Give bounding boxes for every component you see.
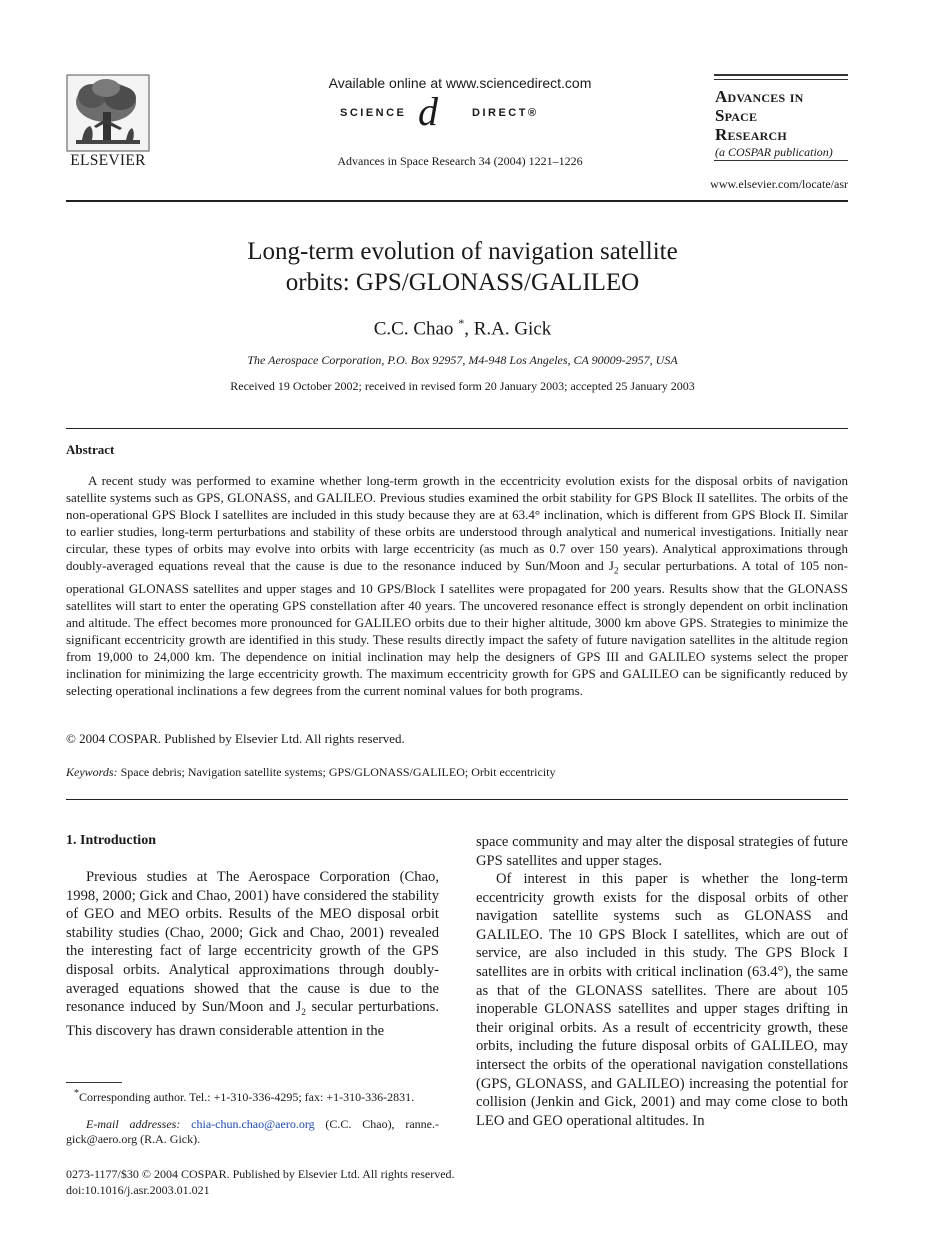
affiliation: The Aerospace Corporation, P.O. Box 92957, M4-948 Los Angeles, CA 90009-2957, USA [247, 353, 678, 367]
footnote-emails [66, 1117, 439, 1147]
journal-subtitle: (a COSPAR publication) [715, 145, 833, 159]
author-separator: , [464, 318, 474, 340]
received-dates: Received 19 October 2002; received in revised form 20 January 2003; accepted 25 January 2003 [230, 379, 695, 393]
intro-right-paragraph: Of interest in this paper is whether the long-term eccentricity growth exists for the disposal orbits of other navigation satellite systems such as GLONASS and GALILEO. The 10 GPS Block I satellites, which are out of service, are also included in this study. The GPS Block I satellites are in orbits with critical inclination (63.4°), the same as that of the GLONASS satellites. There are about 105 inoperable GLONASS satellites and upper stages drifting in their original orbits. As a result of eccentricity growth, these orbits, including the future disposal orbits of GALILEO, may intersect the orbits of the operational navigation constellations (GPS, GLONASS, and GALILEO) increasing the potential for collision (Jenkin and Gick, 2001) and may come close to both LEO and GEO operational altitudes. In [476, 871, 848, 1129]
email-label: E-mail addresses: [86, 1117, 181, 1131]
journal-logo [714, 74, 848, 164]
footnote-text: Corresponding author. Tel.: +1-310-336-4295; fax: +1-310-336-2831. [79, 1090, 415, 1104]
abstract-copyright: © 2004 COSPAR. Published by Elsevier Ltd. All rights reserved. [66, 731, 405, 746]
paragraph-part: secular perturbations. This discovery has drawn considerable attention in the [66, 999, 439, 1039]
journal-name-line: Space [715, 106, 758, 125]
title-line: Long-term evolution of navigation satellite [247, 238, 678, 265]
sciencedirect-d-mark: d [418, 89, 438, 134]
author-list [100, 316, 825, 340]
article-title [100, 236, 825, 298]
issn-line: 0273-1177/$30 © 2004 COSPAR. Published by Elsevier Ltd. All rights reserved. [66, 1167, 455, 1181]
footnote-mark: * [74, 1088, 79, 1099]
journal-logo-rule [714, 79, 848, 80]
elsevier-logo [66, 74, 150, 170]
doi-line[interactable]: doi:10.1016/j.asr.2003.01.021 [66, 1183, 210, 1197]
journal-reference: Advances in Space Research 34 (2004) 1221–1226 [337, 154, 583, 168]
journal-logo-rule [714, 74, 848, 76]
journal-name-line: Research [715, 125, 787, 144]
journal-url[interactable]: www.elsevier.com/locate/asr [710, 177, 848, 191]
abstract-part: secular perturbations. A total of 105 non-operational GLONASS satellites and upper stages and 10 GPS/Block I satellites were propagated for 200 years. Results show that the GLONASS satellites will start to enter the operating GPS constellation after 40 years. The uncovered resonance effect is strongly dependent on orbit inclination and altitude. The effect becomes more pronounced for GALILEO orbits due to their higher altitude, 3000 km above GPS. Strategies to minimize the significant eccentricity growth are identified in this study. These results directly impact the safety of future navigation satellites in the altitude region from 19,000 to 24,000 km. The dependence on initial inclination may help the designers of GPS III and GALILEO systems select the proper inclination for minimizing the large eccentricity growth. The maximum eccentricity growth for GPS and GALILEO can be significantly reduced by selecting operational inclinations a few degrees from the current nominal values for both programs. [66, 558, 848, 698]
publisher-name: ELSEVIER [70, 152, 146, 169]
journal-name [715, 87, 804, 144]
title-line: orbits: GPS/GLONASS/GALILEO [285, 269, 640, 296]
sciencedirect-left: SCIENCE [340, 107, 407, 119]
paragraph-subscript: 2 [301, 1007, 306, 1018]
sciencedirect-logo [300, 89, 620, 134]
keywords-list: Space debris; Navigation satellite systems; GPS/GLONASS/GALILEO; Orbit eccentricity [120, 765, 556, 779]
keywords [66, 765, 848, 780]
corresponding-author-mark[interactable]: * [458, 316, 465, 330]
intro-right-continuation: space community and may alter the disposal strategies of future GPS satellites and upper stages. [476, 834, 848, 869]
journal-name-line: Advances in [715, 87, 804, 106]
abstract-subscript: 2 [613, 565, 619, 576]
abstract-part: A recent study was performed to examine whether long-term growth in the eccentricity evolution exists for the disposal orbits of navigation satellite systems such as GPS, GLONASS, and GALILEO. Previous studies examined the orbit stability for GPS Block II satellites. The orbits of the non-operational GPS Block I satellites are included in this study because they are at 63.4° inclination, which is different from GPS Block II. Similar to earlier studies, long-term perturbations and stability of these orbits are understood through analytical and numerical investigations. Initially near circular, these types of orbits may evolve into orbits with large eccentricity (as much as 0.7 over 150 years). Analytical approximations through doubly-averaged equations reveal that the cause is due to the resonance induced by Sun/Moon and J [66, 473, 848, 573]
available-online-text: Available online at www.sciencedirect.com [328, 75, 592, 91]
sciencedirect-right: DIRECT® [472, 107, 539, 119]
footnote-corresponding [66, 1086, 439, 1105]
section-heading: 1. Introduction [66, 833, 156, 848]
paragraph-part: Previous studies at The Aerospace Corporation (Chao, 1998, 2000; Gick and Chao, 2001) have considered the stability of GEO and MEO orbits. Results of the MEO disposal orbit stability studies (Chao, 2000; Gick and Chao, 2001) revealed the interesting fact of large eccentricity growth of the GPS disposal orbits. Analytical approximations through doubly-averaged equations showed that the cause is due to the resonance induced by Sun/Moon and J [66, 869, 439, 1016]
abstract-text [66, 472, 848, 699]
abstract-bottom-divider [66, 799, 848, 800]
abstract-top-divider [66, 428, 848, 429]
abstract-heading: Abstract [66, 442, 115, 457]
keywords-label: Keywords: [66, 765, 118, 779]
header-divider [66, 200, 848, 202]
author-name: R.A. Gick [473, 318, 552, 340]
author-name: C.C. Chao [373, 318, 454, 340]
footnote-rule [66, 1082, 122, 1083]
email-names: (C.C. Chao), ranne.-gick@aero.org (R.A. Gick). [66, 1117, 440, 1146]
email-link[interactable]: chia-chun.chao@aero.org [191, 1117, 315, 1131]
intro-left-paragraph [66, 868, 439, 1040]
journal-logo-rule [714, 160, 848, 161]
